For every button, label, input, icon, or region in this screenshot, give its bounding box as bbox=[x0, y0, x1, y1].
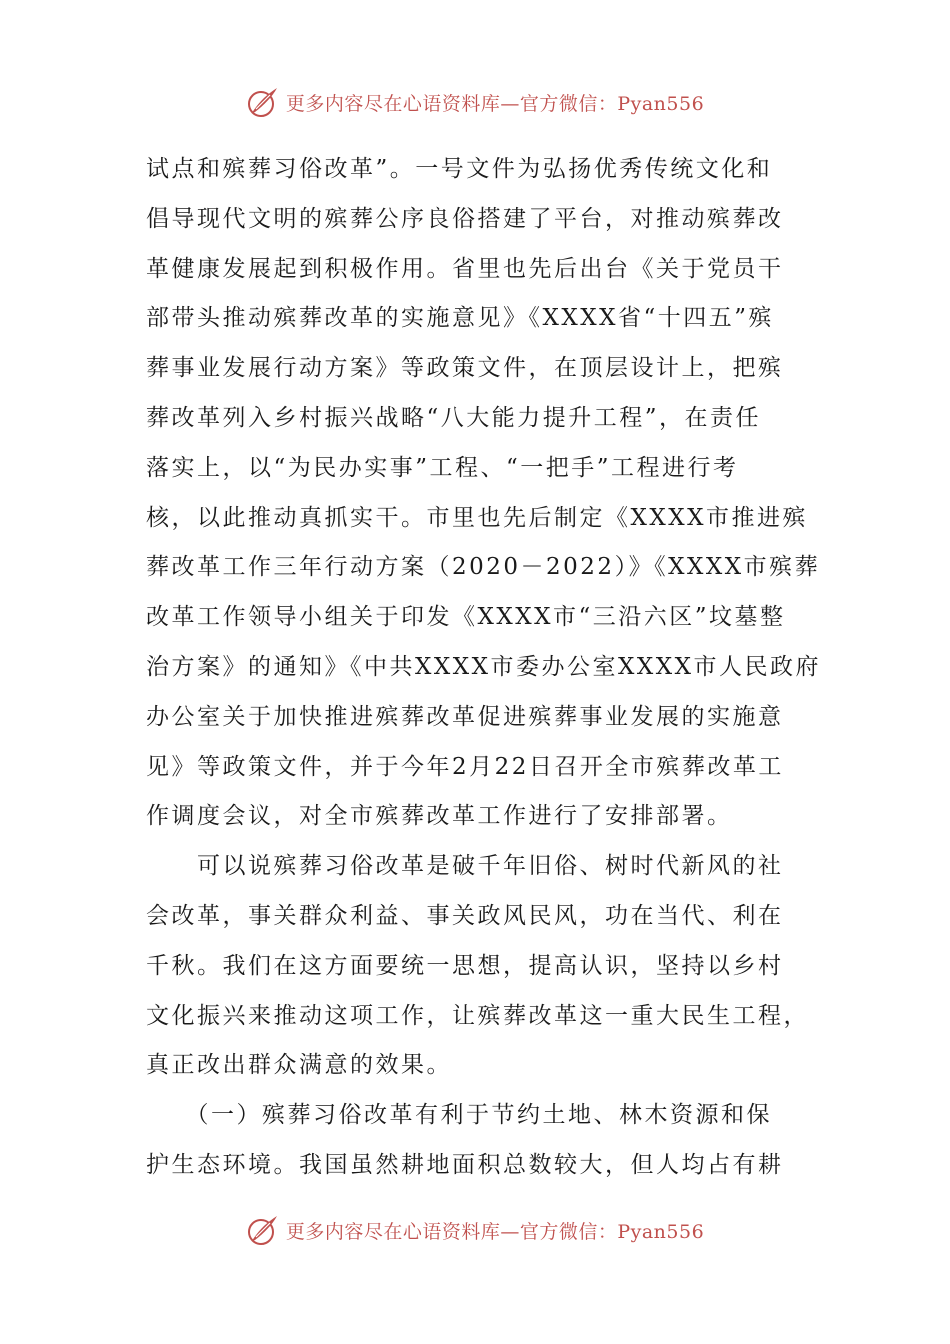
body-line: 作调度会议，对全市殡葬改革工作进行了安排部署。 bbox=[146, 803, 733, 830]
footer-banner bbox=[0, 1208, 950, 1252]
body-line: 真正改出群众满意的效果。 bbox=[146, 1052, 452, 1079]
banner-text: 更多内容尽在心语资料库—官方微信：Pyan556 bbox=[285, 92, 705, 115]
body-line: 护生态环境。我国虽然耕地面积总数较大，但人均占有耕 bbox=[146, 1151, 784, 1178]
body-line: 改革工作领导小组关于印发《XXXX市“三沿六区”坟墓整 bbox=[146, 604, 786, 631]
body-line: 文化振兴来推动这项工作，让殡葬改革这一重大民生工程， bbox=[146, 1002, 809, 1029]
body-line: 见》等政策文件，并于今年2月22日召开全市殡葬改革工 bbox=[146, 753, 784, 780]
body-line: 试点和殡葬习俗改革”。一号文件为弘扬优秀传统文化和 bbox=[146, 156, 773, 182]
body-line: 葬改革列入乡村振兴战略“八大能力提升工程”，在责任 bbox=[146, 404, 762, 431]
body-line: （一）殡葬习俗改革有利于节约土地、林木资源和保 bbox=[146, 1102, 772, 1129]
quill-logo-icon bbox=[246, 85, 280, 119]
body-line: 革健康发展起到积极作用。省里也先后出台《关于党员干 bbox=[146, 255, 784, 282]
body-line: 倡导现代文明的殡葬公序良俗搭建了平台，对推动殡葬改 bbox=[146, 205, 784, 232]
body-line: 落实上，以“为民办实事”工程、“一把手”工程进行考 bbox=[146, 454, 739, 481]
body-line: 葬事业发展行动方案》等政策文件，在顶层设计上，把殡 bbox=[146, 355, 784, 382]
body-line: 可以说殡葬习俗改革是破千年旧俗、树时代新风的社 bbox=[146, 853, 784, 880]
body-line: 会改革，事关群众利益、事关政风民风，功在当代、利在 bbox=[146, 902, 784, 929]
body-line: 葬改革工作三年行动方案（2020－2022）》《XXXX市殡葬 bbox=[146, 554, 821, 581]
header-banner bbox=[0, 80, 950, 124]
document-body bbox=[146, 145, 821, 1191]
body-line: 千秋。我们在这方面要统一思想，提高认识，坚持以乡村 bbox=[146, 952, 784, 979]
banner-text: 更多内容尽在心语资料库—官方微信：Pyan556 bbox=[285, 1220, 705, 1243]
quill-logo-icon bbox=[246, 1213, 280, 1247]
body-line: 治方案》的通知》《中共XXXX市委办公室XXXX市人民政府 bbox=[146, 653, 821, 680]
body-line: 核，以此推动真抓实干。市里也先后制定《XXXX市推进殡 bbox=[146, 504, 808, 531]
body-line: 办公室关于加快推进殡葬改革促进殡葬事业发展的实施意 bbox=[146, 703, 784, 730]
body-line: 部带头推动殡葬改革的实施意见》《XXXX省“十四五”殡 bbox=[146, 305, 775, 332]
